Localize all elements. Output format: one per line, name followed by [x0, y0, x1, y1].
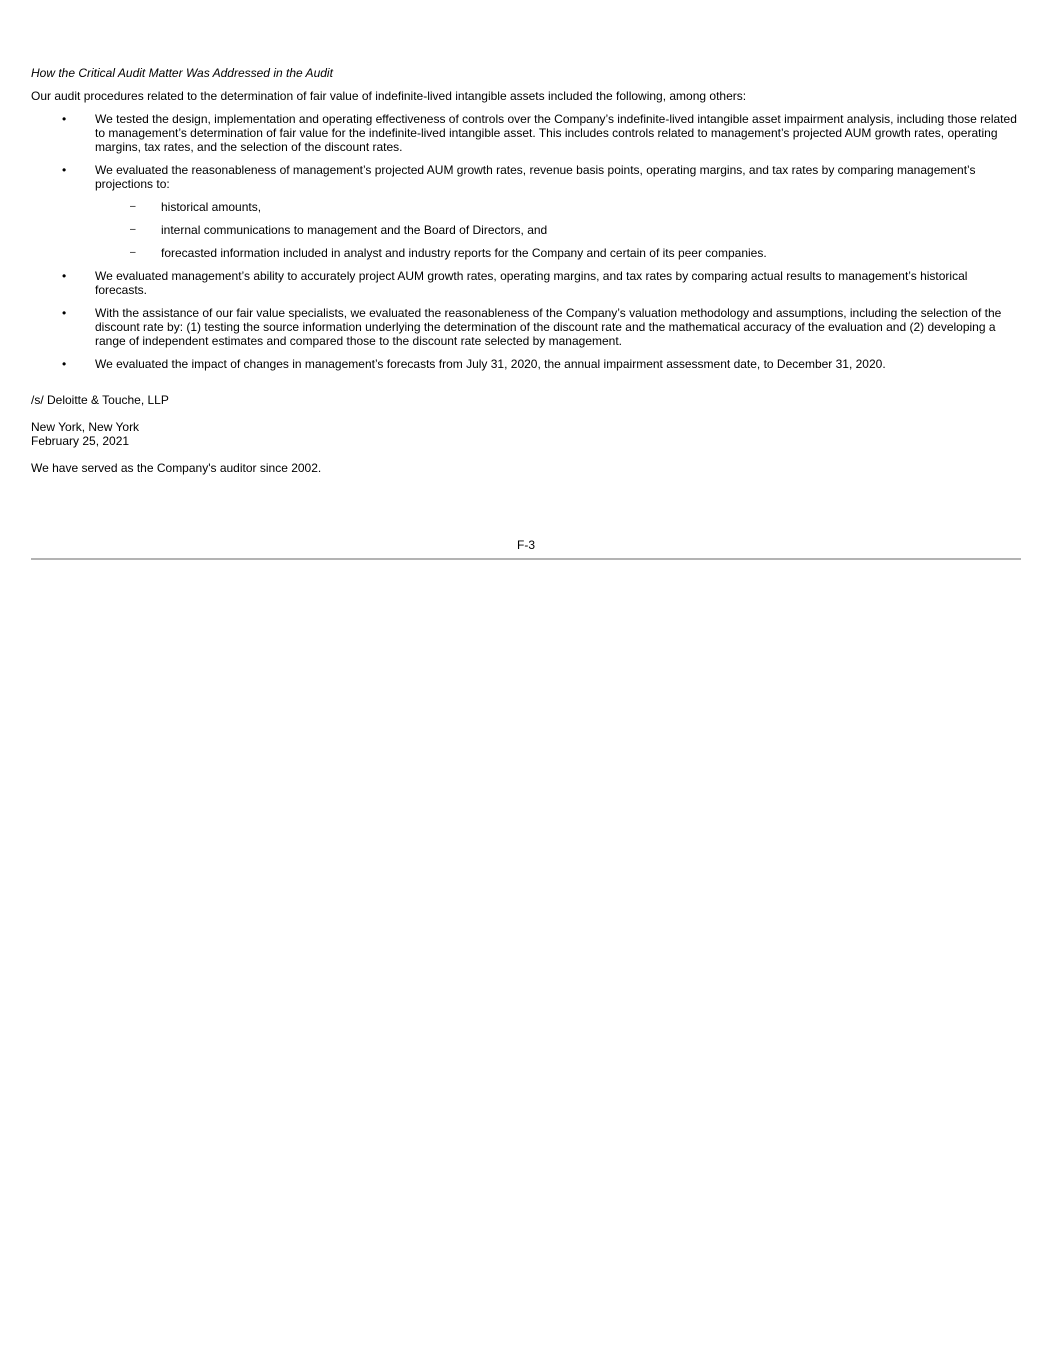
- procedures-list: [31, 112, 1021, 371]
- procedure-text: We evaluated the reasonableness of management’s projected AUM growth rates, revenue basis points, operating margins, and tax rates by comparing management’s projections to:: [95, 163, 976, 191]
- sub-list-item: [95, 246, 1021, 260]
- signing-location-date: [31, 420, 1021, 448]
- bullet-icon: •: [62, 112, 67, 126]
- procedure-text: We tested the design, implementation and operating effectiveness of controls over the Company’s indefinite-lived intangible asset impairment analysis, including those related to management’s determination of fair value for the indefinite-lived intangible asset. This includes controls related to management’s projected AUM growth rates, operating margins, tax rates, and the selection of the discount rates.: [95, 112, 1017, 154]
- procedure-text: We evaluated management’s ability to accurately project AUM growth rates, operating margins, and tax rates by comparing actual results to management’s historical forecasts.: [95, 269, 968, 297]
- sub-item-text: internal communications to management and the Board of Directors, and: [161, 223, 548, 237]
- document-page: [31, 66, 1021, 475]
- list-item: [31, 112, 1021, 154]
- dash-icon: –: [130, 224, 136, 235]
- list-item: [31, 163, 1021, 260]
- dash-icon: –: [130, 201, 136, 212]
- bullet-icon: •: [62, 306, 67, 320]
- list-item: [31, 269, 1021, 297]
- page-divider: [31, 558, 1021, 560]
- auditor-tenure: We have served as the Company's auditor since 2002.: [31, 461, 322, 475]
- dash-icon: –: [130, 247, 136, 258]
- sub-list: [95, 200, 1021, 260]
- sub-list-item: [95, 200, 1021, 214]
- procedure-text: We evaluated the impact of changes in management’s forecasts from July 31, 2020, the annual impairment assessment date, to December 31, 2020.: [95, 357, 886, 371]
- bullet-icon: •: [62, 357, 67, 371]
- sub-item-text: historical amounts,: [161, 200, 262, 214]
- signing-date: February 25, 2021: [31, 434, 130, 448]
- procedure-text: With the assistance of our fair value specialists, we evaluated the reasonableness of the Company’s valuation methodology and assumptions, including the selection of the discount rate by: (1) testing the source information underlying the determination of the discount rate and the mathematical accuracy of the evaluation and (2) developing a range of independent estimates and compared those to the discount rate selected by management.: [95, 306, 1002, 348]
- sub-item-text: forecasted information included in analyst and industry reports for the Company and certain of its peer companies.: [161, 246, 767, 260]
- intro-paragraph: Our audit procedures related to the determination of fair value of indefinite-lived intangible assets included the following, among others:: [31, 89, 747, 103]
- bullet-icon: •: [62, 269, 67, 283]
- page-number: F-3: [517, 538, 535, 552]
- signing-location: New York, New York: [31, 420, 140, 434]
- bullet-icon: •: [62, 163, 67, 177]
- section-heading: How the Critical Audit Matter Was Addressed in the Audit: [31, 66, 333, 80]
- signature: /s/ Deloitte & Touche, LLP: [31, 393, 169, 407]
- sub-list-item: [95, 223, 1021, 237]
- list-item: [31, 306, 1021, 348]
- list-item: [31, 357, 1021, 371]
